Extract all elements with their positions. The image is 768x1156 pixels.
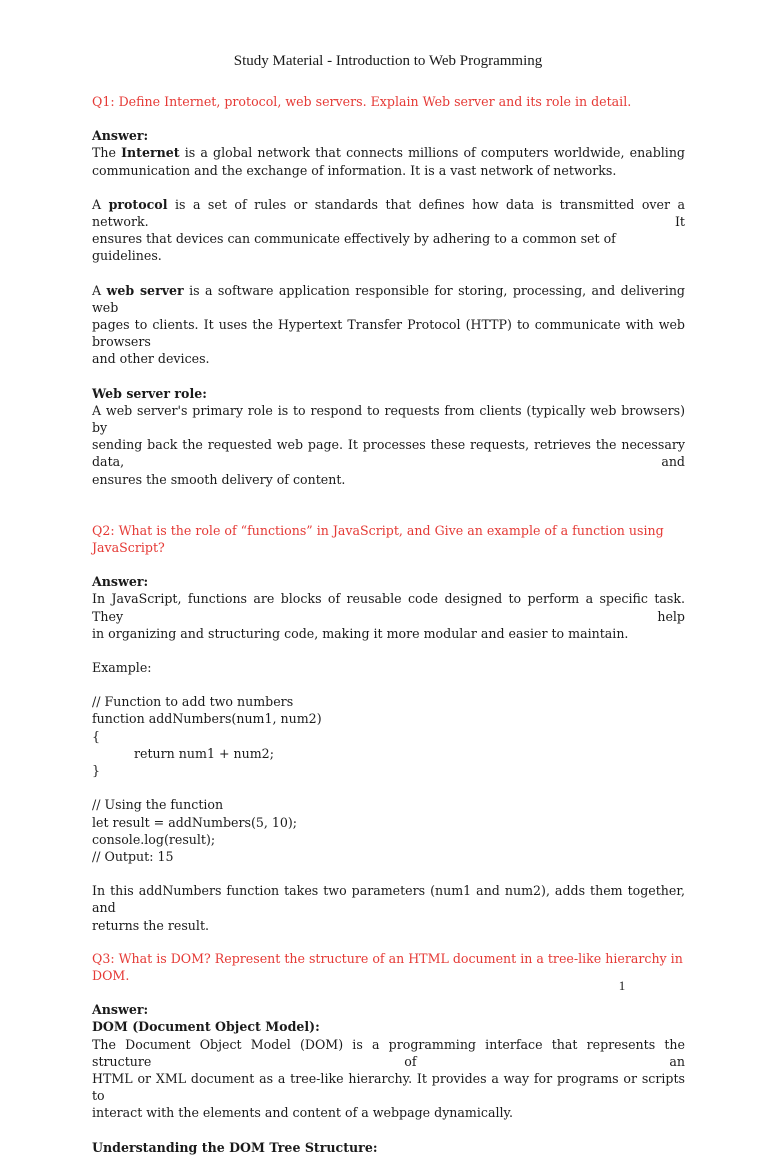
function-explanation-line-2: returns the result. bbox=[92, 917, 210, 933]
web-server-definition-line-3: and other devices. bbox=[92, 351, 210, 367]
web-server-role-heading: Web server role: bbox=[92, 385, 207, 401]
functions-description-line-1: In JavaScript, functions are blocks of reusable code designed to perform a specific task. They help bbox=[92, 591, 685, 624]
protocol-definition-line-2: ensures that devices can communicate effectively by adhering to a common set of guidelines. bbox=[92, 231, 616, 264]
dom-tree-heading: Understanding the DOM Tree Structure: bbox=[92, 1139, 378, 1155]
answer-label-1: Answer: bbox=[92, 128, 149, 144]
code-comment-2: // Using the function bbox=[92, 797, 224, 813]
dom-description-line-1: The Document Object Model (DOM) is a programming interface that represents the structure of an bbox=[92, 1036, 685, 1069]
code-console-log: console.log(result); bbox=[92, 831, 216, 847]
code-open-brace: { bbox=[92, 728, 101, 744]
internet-definition-line-2: communication and the exchange of information. It is a vast network of networks. bbox=[92, 162, 617, 178]
web-server-role-line-3: ensures the smooth delivery of content. bbox=[92, 471, 346, 487]
code-function-declaration: function addNumbers(num1, num2) bbox=[92, 711, 322, 727]
code-comment-1: // Function to add two numbers bbox=[92, 694, 294, 710]
code-output-comment: // Output: 15 bbox=[92, 848, 174, 864]
answer-label-3: Answer: bbox=[92, 1002, 149, 1018]
dom-description-line-3: interact with the elements and content of a webpage dynamically. bbox=[92, 1105, 513, 1121]
code-function-call: let result = addNumbers(5, 10); bbox=[92, 814, 298, 830]
web-server-role-line-1: A web server's primary role is to respond to requests from clients (typically web browsers) by bbox=[92, 402, 685, 436]
web-server-definition-line-2: pages to clients. It uses the Hypertext Transfer Protocol (HTTP) to communicate with web browsers bbox=[92, 317, 685, 350]
web-server-definition-line-1: A web server is a software application responsible for storing, processing, and delivering web bbox=[92, 282, 685, 315]
page-number: 1 bbox=[618, 978, 626, 993]
question-1: Q1: Define Internet, protocol, web servers. Explain Web server and its role in detail. bbox=[92, 94, 632, 109]
dom-heading: DOM (Document Object Model): bbox=[92, 1019, 320, 1035]
code-close-brace: } bbox=[92, 763, 101, 779]
protocol-definition-line-1: A protocol is a set of rules or standards that defines how data is transmitted over a network. It bbox=[92, 196, 685, 230]
web-server-role-line-2: sending back the requested web page. It processes these requests, retrieves the necessary data, and bbox=[92, 437, 685, 470]
code-return-statement: return num1 + num2; bbox=[134, 745, 274, 761]
document-body bbox=[92, 93, 685, 1156]
internet-definition-line-1: The Internet is a global network that connects millions of computers worldwide, enabling bbox=[92, 145, 685, 161]
question-2: Q2: What is the role of “functions” in JavaScript, and Give an example of a function using JavaScript? bbox=[92, 522, 664, 556]
function-explanation-line-1: In this addNumbers function takes two parameters (num1 and num2), adds them together, and bbox=[92, 883, 685, 916]
document-title: Study Material - Introduction to Web Programming bbox=[233, 53, 543, 69]
functions-description-line-2: in organizing and structuring code, making it more modular and easier to maintain. bbox=[92, 625, 629, 641]
answer-label-2: Answer: bbox=[92, 574, 149, 590]
code-example bbox=[92, 693, 685, 865]
question-3: Q3: What is DOM? Represent the structure of an HTML document in a tree-like hierarchy in DOM. bbox=[92, 950, 683, 983]
dom-description-line-2: HTML or XML document as a tree-like hierarchy. It provides a way for programs or scripts to bbox=[92, 1070, 685, 1104]
example-label: Example: bbox=[92, 660, 152, 676]
